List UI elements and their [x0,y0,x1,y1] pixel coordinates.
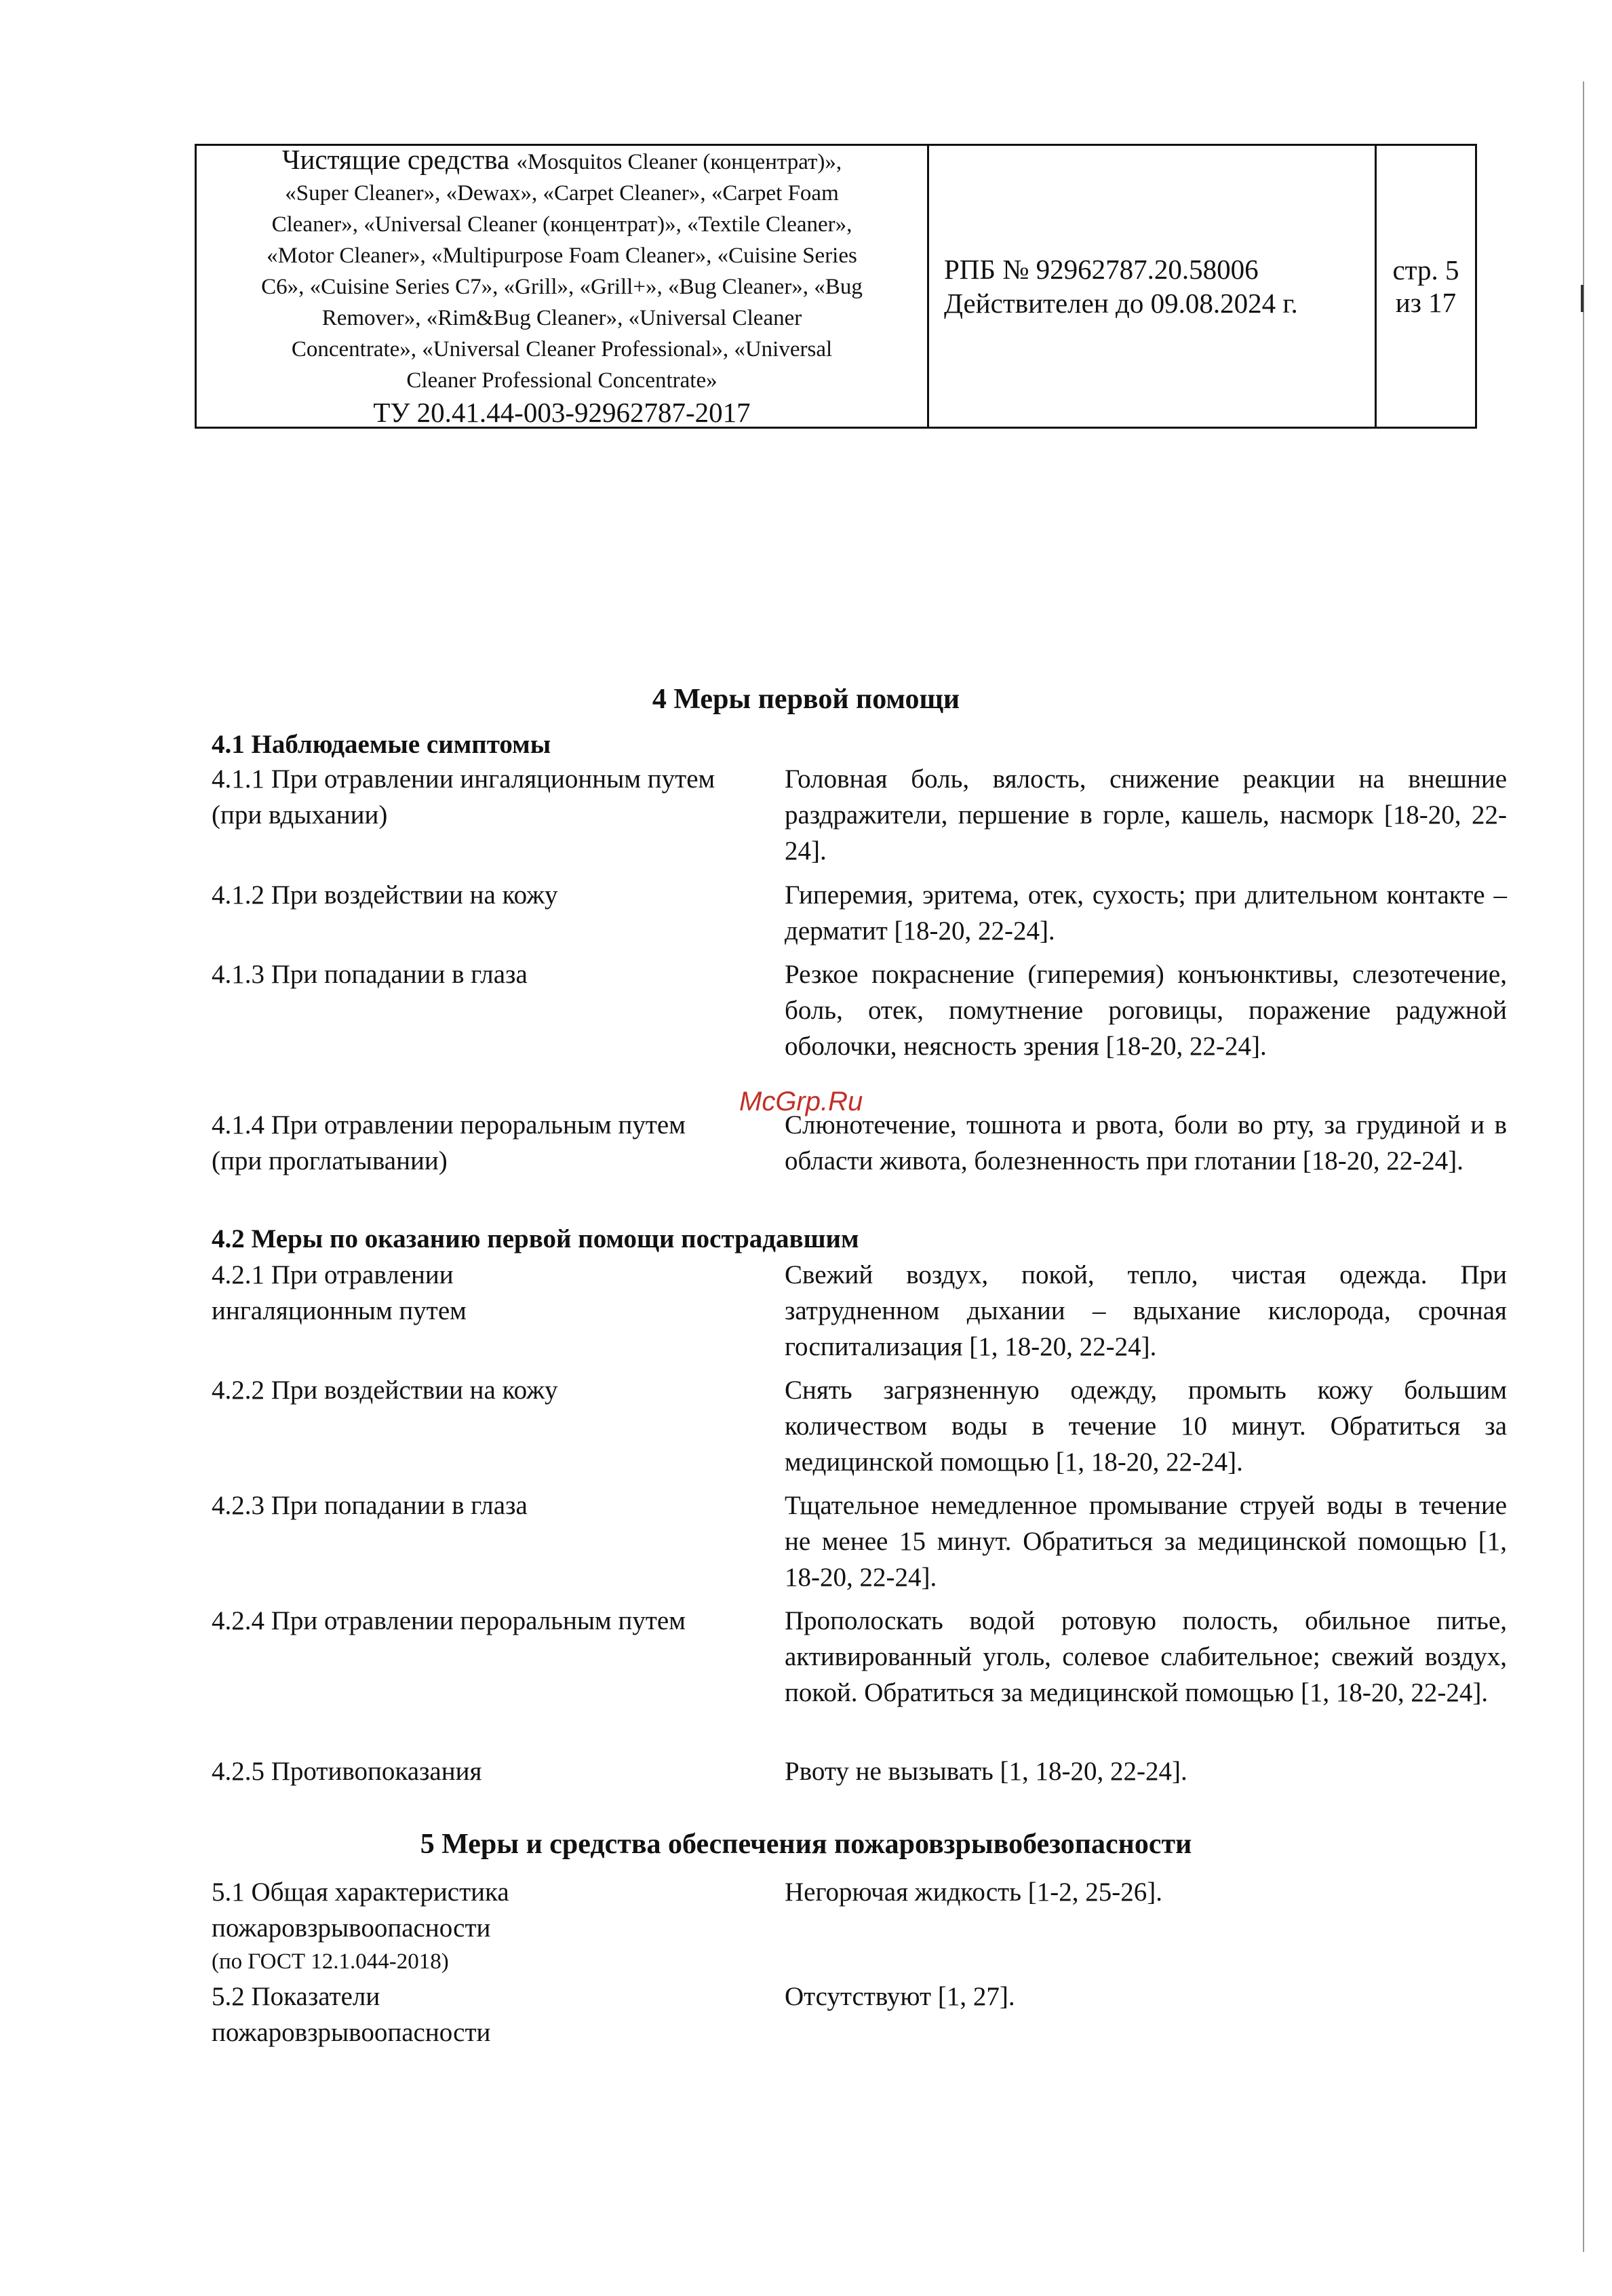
product-names [261,144,863,396]
section-4-title: 4 Меры первой помощи [652,684,960,715]
row-text: Прополоскать водой ротовую полость, обильное питье, активированный уголь, солевое слабительное; свежий воздух, покой. Обратиться за медицинской помощью [1, 18-20, 22-24]. [785,1606,1507,1707]
row-label: 4.1.3 При попадании в глаза [212,960,528,989]
row-label [212,1979,785,2050]
row-text: Головная боль, вялость, снижение реакции на внешние раздражители, першение в горле, кашель, насморк [18-20, 22-24]. [785,764,1507,865]
row-text: Гиперемия, эритема, отек, сухость; при длительном контакте – дерматит [18-20, 22-24]. [785,880,1507,946]
row-label: 4.2.2 При воздействии на кожу [212,1376,558,1405]
row-text: Резкое покраснение (гиперемия) конъюнктивы, слезотечение, боль, отек, помутнение роговицы, поражение радужной оболочки, неясность зрения [18-20, 22-24]. [785,960,1507,1061]
product-line: Cleaner Professional Concentrate» [406,368,717,393]
header-product-cell [197,146,929,427]
table-row [212,1257,1507,1365]
header-table [195,144,1477,429]
row-label-note: (по ГОСТ 12.1.044-2018) [212,1949,449,1974]
row-label: 4.2.1 При отравлении ингаляционным путем [212,1260,467,1325]
row-text: Рвоту не вызывать [1, 18-20, 22-24]. [785,1757,1187,1786]
table-row [212,1979,1507,2050]
watermark: McGrp.Ru [739,1087,863,1116]
table-row [212,877,1507,949]
subsection-4-1-title: 4.1 Наблюдаемые симптомы [212,730,551,759]
row-text: Слюнотечение, тошнота и рвота, боли во рту, за грудиной и в области живота, болезненность при глотании [18-20, 22-24]. [785,1110,1507,1175]
header-rpb-cell [929,146,1377,427]
table-row [212,1753,1507,1789]
product-line: Concentrate», «Universal Cleaner Professional», «Universal [291,337,833,362]
product-line: «Mosquitos Cleaner (концентрат)», [516,150,842,174]
table-row [212,1107,1507,1179]
product-line: Remover», «Rim&Bug Cleaner», «Universal Cleaner [321,306,802,330]
scan-edge-line [1583,81,1584,2252]
product-line: Cleaner», «Universal Cleaner (концентрат)», «Textile Cleaner», [271,212,852,237]
row-label: 4.2.4 При отравлении пероральным путем [212,1606,686,1635]
row-text: Отсутствуют [1, 27]. [785,1982,1015,2011]
rpb-number: РПБ № 92962787.20.58006 [944,254,1259,285]
row-label [212,1874,785,1977]
table-row [212,1372,1507,1480]
product-line: «Super Cleaner», «Dewax», «Carpet Cleaner», «Carpet Foam [285,181,839,206]
tu-number: ТУ 20.41.44-003-92962787-2017 [373,397,751,428]
row-label-text: 5.1 Общая характеристика пожаровзрывоопасности [212,1877,509,1943]
subsection-4-2-title: 4.2 Меры по оказанию первой помощи пострадавшим [212,1224,859,1253]
valid-until: Действителен до 09.08.2024 г. [944,288,1298,319]
product-line: C6», «Cuisine Series C7», «Grill», «Grill+», «Bug Cleaner», «Bug [261,275,863,299]
table-row [212,1603,1507,1711]
row-text: Свежий воздух, покой, тепло, чистая одежда. При затрудненном дыхании – вдыхание кислорода, срочная госпитализация [1, 18-20, 22-24]. [785,1260,1507,1361]
row-label: 4.1.2 При воздействии на кожу [212,880,558,910]
page-total: из 17 [1395,287,1457,318]
product-line: «Motor Cleaner», «Multipurpose Foam Cleaner», «Cuisine Series [267,244,857,268]
row-label: 4.2.5 Противопоказания [212,1757,482,1786]
section-5-title: 5 Меры и средства обеспечения пожаровзрывобезопасности [420,1829,1192,1860]
table-row [212,761,1507,869]
row-text: Тщательное немедленное промывание струей воды в течение не менее 15 минут. Обратиться за медицинской помощью [1, 18-20, 22-24]. [785,1491,1507,1592]
scan-edge-mark [1581,285,1584,312]
row-text: Снять загрязненную одежду, промыть кожу большим количеством воды в течение 10 минут. Обратиться за медицинской помощью [1, 18-20, 22-24]. [785,1376,1507,1477]
row-label: 4.1.1 При отравлении ингаляционным путем (при вдыхании) [212,764,715,830]
row-label: 4.2.3 При попадании в глаза [212,1491,528,1520]
table-row [212,1487,1507,1595]
product-lead: Чистящие средства [281,144,517,175]
row-text: Негорючая жидкость [1-2, 25-26]. [785,1877,1162,1907]
row-label: 4.1.4 При отравлении пероральным путем (при проглатывании) [212,1110,686,1175]
page-number: стр. 5 [1392,254,1459,286]
table-row [212,1874,1507,1977]
table-row [212,956,1507,1064]
row-label-text: 5.2 Показатели пожаровзрывоопасности [212,1982,491,2047]
header-page-cell [1377,146,1475,427]
